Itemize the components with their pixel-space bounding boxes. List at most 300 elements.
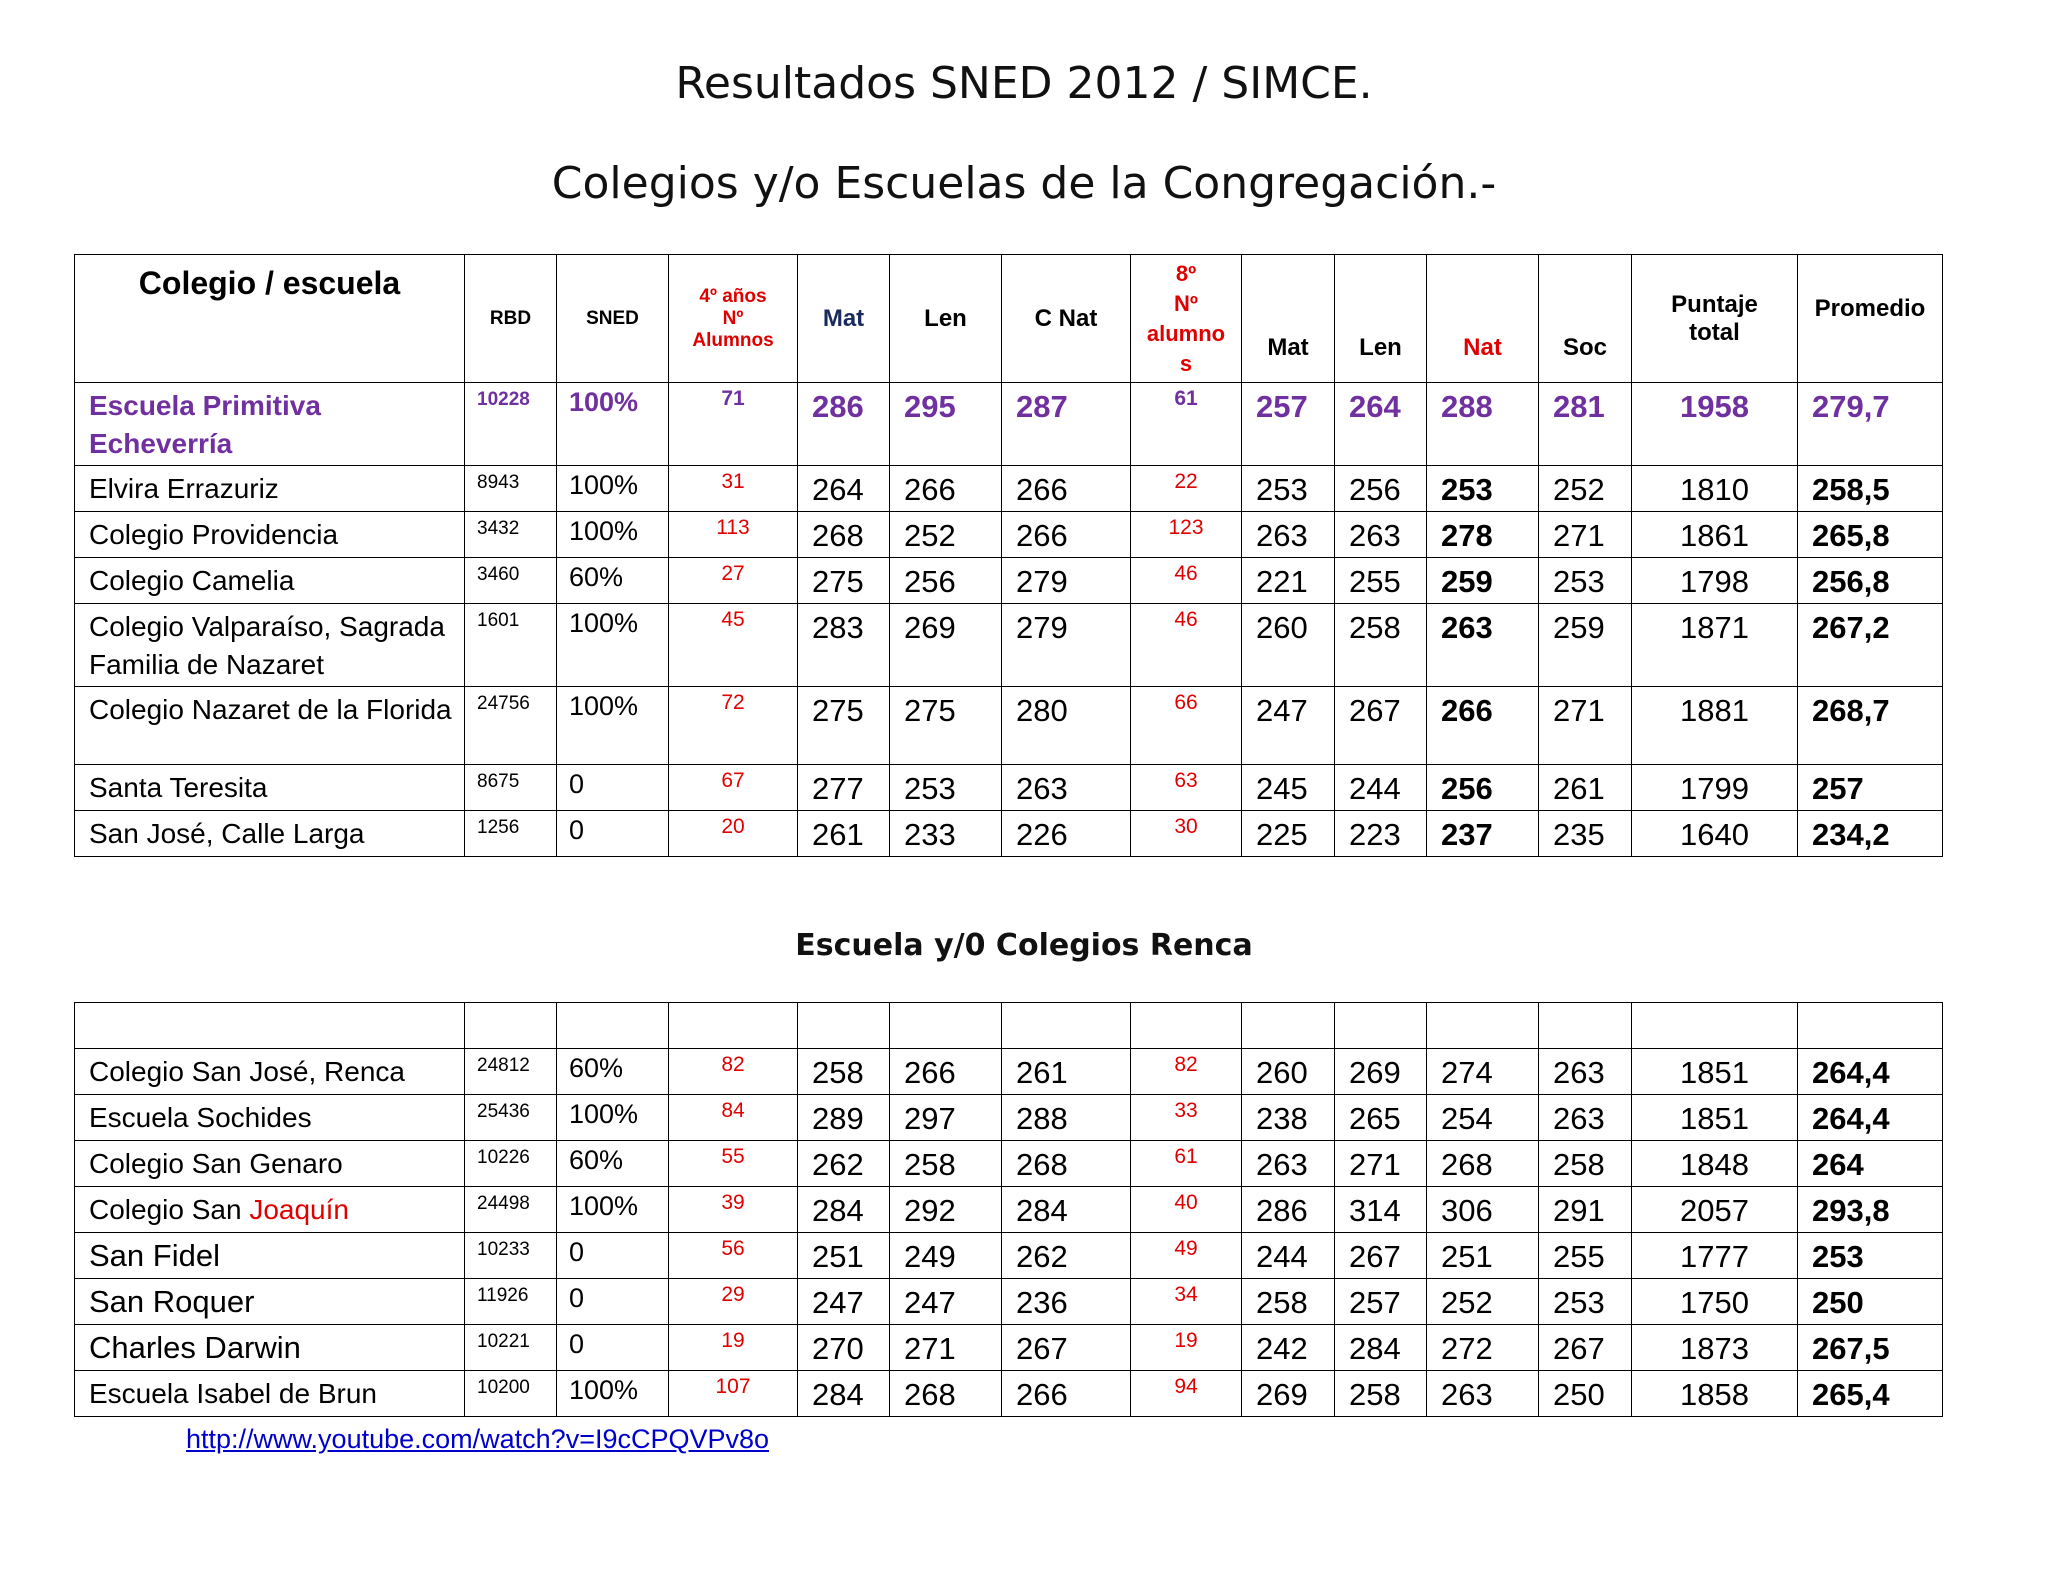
cnat-4th-cell: 284 bbox=[1002, 1187, 1131, 1233]
empty-cell bbox=[1131, 1003, 1242, 1049]
table-row bbox=[75, 512, 1943, 558]
mat-4th-cell: 264 bbox=[798, 466, 890, 512]
nat-8th-cell: 266 bbox=[1427, 687, 1539, 765]
total-cell: 1958 bbox=[1632, 383, 1798, 466]
soc-8th-cell: 263 bbox=[1539, 1049, 1632, 1095]
header-total bbox=[1632, 255, 1798, 383]
header-8th-count-line: Nº bbox=[1174, 290, 1198, 316]
mat-8th-cell: 242 bbox=[1242, 1325, 1335, 1371]
mat-4th-cell: 284 bbox=[798, 1187, 890, 1233]
empty-cell bbox=[1242, 1003, 1335, 1049]
count-4th-cell: 55 bbox=[669, 1141, 798, 1187]
count-4th-cell: 72 bbox=[669, 687, 798, 765]
soc-8th-cell: 235 bbox=[1539, 811, 1632, 857]
empty-cell bbox=[1798, 1003, 1943, 1049]
header-8th-count bbox=[1131, 255, 1242, 383]
school-name: Charles Darwin bbox=[89, 1330, 301, 1365]
sned-cell: 100% bbox=[557, 466, 669, 512]
sned-cell: 100% bbox=[557, 383, 669, 466]
mat-8th-cell: 260 bbox=[1242, 1049, 1335, 1095]
len-8th-cell: 258 bbox=[1335, 1371, 1427, 1417]
cnat-4th-cell: 263 bbox=[1002, 765, 1131, 811]
total-cell: 1798 bbox=[1632, 558, 1798, 604]
soc-8th-cell: 250 bbox=[1539, 1371, 1632, 1417]
promedio-cell: 256,8 bbox=[1798, 558, 1943, 604]
cnat-4th-cell: 279 bbox=[1002, 558, 1131, 604]
soc-8th-cell: 253 bbox=[1539, 1279, 1632, 1325]
header-8th-count-line: alumno bbox=[1146, 320, 1226, 346]
total-cell: 1777 bbox=[1632, 1233, 1798, 1279]
school-name: Colegio Providencia bbox=[89, 519, 339, 550]
count-8th-cell: 22 bbox=[1131, 466, 1242, 512]
mat-4th-cell: 268 bbox=[798, 512, 890, 558]
cnat-4th-cell: 280 bbox=[1002, 687, 1131, 765]
rbd-cell: 10226 bbox=[465, 1141, 557, 1187]
school-name-cell bbox=[75, 1095, 465, 1141]
school-name: Colegio Nazaret de la Florida bbox=[89, 694, 452, 725]
header-8th-count-line: 8º bbox=[1175, 260, 1197, 286]
sned-cell: 0 bbox=[557, 1233, 669, 1279]
sned-cell: 100% bbox=[557, 1095, 669, 1141]
school-name: Santa Teresita bbox=[89, 772, 268, 803]
total-cell: 1861 bbox=[1632, 512, 1798, 558]
school-name-cell bbox=[75, 383, 465, 466]
school-name-cell bbox=[75, 687, 465, 765]
total-cell: 1873 bbox=[1632, 1325, 1798, 1371]
rbd-cell: 8675 bbox=[465, 765, 557, 811]
len-8th-cell: 314 bbox=[1335, 1187, 1427, 1233]
count-4th-cell: 113 bbox=[669, 512, 798, 558]
mat-4th-cell: 270 bbox=[798, 1325, 890, 1371]
empty-cell bbox=[798, 1003, 890, 1049]
mat-4th-cell: 258 bbox=[798, 1049, 890, 1095]
table-row bbox=[75, 811, 1943, 857]
school-name-highlight: Joaquín bbox=[249, 1194, 349, 1225]
mat-8th-cell: 225 bbox=[1242, 811, 1335, 857]
table-row bbox=[75, 1049, 1943, 1095]
count-8th-cell: 40 bbox=[1131, 1187, 1242, 1233]
promedio-cell: 264,4 bbox=[1798, 1095, 1943, 1141]
mat-8th-cell: 258 bbox=[1242, 1279, 1335, 1325]
mat-8th-cell: 286 bbox=[1242, 1187, 1335, 1233]
empty-cell bbox=[1632, 1003, 1798, 1049]
total-cell: 2057 bbox=[1632, 1187, 1798, 1233]
rbd-cell: 8943 bbox=[465, 466, 557, 512]
count-4th-cell: 82 bbox=[669, 1049, 798, 1095]
nat-8th-cell: 237 bbox=[1427, 811, 1539, 857]
rbd-cell: 10233 bbox=[465, 1233, 557, 1279]
mat-4th-cell: 286 bbox=[798, 383, 890, 466]
count-8th-cell: 61 bbox=[1131, 1141, 1242, 1187]
promedio-cell: 253 bbox=[1798, 1233, 1943, 1279]
header-sned: SNED bbox=[557, 255, 669, 383]
rbd-cell: 10228 bbox=[465, 383, 557, 466]
soc-8th-cell: 281 bbox=[1539, 383, 1632, 466]
empty-cell bbox=[557, 1003, 669, 1049]
count-8th-cell: 123 bbox=[1131, 512, 1242, 558]
header-len-4th: Len bbox=[890, 255, 1002, 383]
soc-8th-cell: 267 bbox=[1539, 1325, 1632, 1371]
len-4th-cell: 252 bbox=[890, 512, 1002, 558]
soc-8th-cell: 252 bbox=[1539, 466, 1632, 512]
promedio-cell: 257 bbox=[1798, 765, 1943, 811]
table-row bbox=[75, 558, 1943, 604]
header-total-line: total bbox=[1689, 318, 1740, 346]
count-8th-cell: 33 bbox=[1131, 1095, 1242, 1141]
len-4th-cell: 256 bbox=[890, 558, 1002, 604]
mat-4th-cell: 262 bbox=[798, 1141, 890, 1187]
school-name-cell bbox=[75, 1279, 465, 1325]
mat-8th-cell: 244 bbox=[1242, 1233, 1335, 1279]
cnat-4th-cell: 287 bbox=[1002, 383, 1131, 466]
mat-8th-cell: 263 bbox=[1242, 1141, 1335, 1187]
soc-8th-cell: 255 bbox=[1539, 1233, 1632, 1279]
total-cell: 1851 bbox=[1632, 1095, 1798, 1141]
total-cell: 1810 bbox=[1632, 466, 1798, 512]
cnat-4th-cell: 288 bbox=[1002, 1095, 1131, 1141]
empty-cell bbox=[890, 1003, 1002, 1049]
count-8th-cell: 49 bbox=[1131, 1233, 1242, 1279]
count-8th-cell: 82 bbox=[1131, 1049, 1242, 1095]
table-row bbox=[75, 1371, 1943, 1417]
count-8th-cell: 34 bbox=[1131, 1279, 1242, 1325]
cnat-4th-cell: 266 bbox=[1002, 466, 1131, 512]
count-8th-cell: 19 bbox=[1131, 1325, 1242, 1371]
len-4th-cell: 247 bbox=[890, 1279, 1002, 1325]
mat-8th-cell: 269 bbox=[1242, 1371, 1335, 1417]
school-name: Colegio Camelia bbox=[89, 565, 295, 596]
count-4th-cell: 67 bbox=[669, 765, 798, 811]
nat-8th-cell: 256 bbox=[1427, 765, 1539, 811]
table-row bbox=[75, 1095, 1943, 1141]
len-4th-cell: 266 bbox=[890, 466, 1002, 512]
len-4th-cell: 268 bbox=[890, 1371, 1002, 1417]
promedio-cell: 258,5 bbox=[1798, 466, 1943, 512]
school-name-cell bbox=[75, 512, 465, 558]
school-name: San Roquer bbox=[89, 1284, 255, 1319]
count-4th-cell: 71 bbox=[669, 383, 798, 466]
nat-8th-cell: 288 bbox=[1427, 383, 1539, 466]
sned-cell: 100% bbox=[557, 1371, 669, 1417]
count-4th-cell: 107 bbox=[669, 1371, 798, 1417]
count-8th-cell: 61 bbox=[1131, 383, 1242, 466]
count-4th-cell: 56 bbox=[669, 1233, 798, 1279]
empty-cell bbox=[465, 1003, 557, 1049]
nat-8th-cell: 272 bbox=[1427, 1325, 1539, 1371]
soc-8th-cell: 259 bbox=[1539, 604, 1632, 687]
header-soc-8th: Soc bbox=[1539, 255, 1632, 383]
sned-cell: 100% bbox=[557, 604, 669, 687]
len-8th-cell: 271 bbox=[1335, 1141, 1427, 1187]
len-4th-cell: 297 bbox=[890, 1095, 1002, 1141]
school-name-cell bbox=[75, 1141, 465, 1187]
nat-8th-cell: 263 bbox=[1427, 1371, 1539, 1417]
count-4th-cell: 27 bbox=[669, 558, 798, 604]
count-8th-cell: 30 bbox=[1131, 811, 1242, 857]
rbd-cell: 1256 bbox=[465, 811, 557, 857]
len-8th-cell: 223 bbox=[1335, 811, 1427, 857]
empty-cell bbox=[1539, 1003, 1632, 1049]
table-row bbox=[75, 1187, 1943, 1233]
mat-4th-cell: 283 bbox=[798, 604, 890, 687]
mat-8th-cell: 253 bbox=[1242, 466, 1335, 512]
len-8th-cell: 284 bbox=[1335, 1325, 1427, 1371]
len-8th-cell: 244 bbox=[1335, 765, 1427, 811]
nat-8th-cell: 274 bbox=[1427, 1049, 1539, 1095]
table-row bbox=[75, 604, 1943, 687]
count-8th-cell: 94 bbox=[1131, 1371, 1242, 1417]
promedio-cell: 265,8 bbox=[1798, 512, 1943, 558]
nat-8th-cell: 254 bbox=[1427, 1095, 1539, 1141]
empty-cell bbox=[1002, 1003, 1131, 1049]
school-name-cell bbox=[75, 1325, 465, 1371]
header-mat-8th: Mat bbox=[1242, 255, 1335, 383]
rbd-cell: 24498 bbox=[465, 1187, 557, 1233]
sned-cell: 0 bbox=[557, 765, 669, 811]
count-4th-cell: 45 bbox=[669, 604, 798, 687]
school-name: Escuela Isabel de Brun bbox=[89, 1378, 377, 1409]
total-cell: 1848 bbox=[1632, 1141, 1798, 1187]
sned-cell: 60% bbox=[557, 558, 669, 604]
cnat-4th-cell: 266 bbox=[1002, 1371, 1131, 1417]
header-8th-count-line: s bbox=[1179, 350, 1193, 376]
mat-4th-cell: 275 bbox=[798, 558, 890, 604]
len-4th-cell: 275 bbox=[890, 687, 1002, 765]
congregation-results-table bbox=[74, 254, 1943, 857]
rbd-cell: 10200 bbox=[465, 1371, 557, 1417]
len-4th-cell: 292 bbox=[890, 1187, 1002, 1233]
rbd-cell: 3460 bbox=[465, 558, 557, 604]
len-4th-cell: 249 bbox=[890, 1233, 1002, 1279]
cnat-4th-cell: 266 bbox=[1002, 512, 1131, 558]
soc-8th-cell: 258 bbox=[1539, 1141, 1632, 1187]
school-name: San José, Calle Larga bbox=[89, 818, 365, 849]
soc-8th-cell: 261 bbox=[1539, 765, 1632, 811]
mat-4th-cell: 284 bbox=[798, 1371, 890, 1417]
cnat-4th-cell: 267 bbox=[1002, 1325, 1131, 1371]
soc-8th-cell: 271 bbox=[1539, 687, 1632, 765]
header-school: Colegio / escuela bbox=[75, 255, 465, 383]
total-cell: 1750 bbox=[1632, 1279, 1798, 1325]
table-row bbox=[75, 1233, 1943, 1279]
count-8th-cell: 66 bbox=[1131, 687, 1242, 765]
header-total-line: Puntaje bbox=[1671, 290, 1758, 318]
table-row bbox=[75, 765, 1943, 811]
promedio-cell: 250 bbox=[1798, 1279, 1943, 1325]
nat-8th-cell: 278 bbox=[1427, 512, 1539, 558]
sned-cell: 100% bbox=[557, 512, 669, 558]
school-name: Colegio San bbox=[89, 1194, 250, 1225]
promedio-cell: 293,8 bbox=[1798, 1187, 1943, 1233]
cnat-4th-cell: 226 bbox=[1002, 811, 1131, 857]
rbd-cell: 25436 bbox=[465, 1095, 557, 1141]
soc-8th-cell: 291 bbox=[1539, 1187, 1632, 1233]
count-8th-cell: 63 bbox=[1131, 765, 1242, 811]
total-cell: 1851 bbox=[1632, 1049, 1798, 1095]
mat-4th-cell: 289 bbox=[798, 1095, 890, 1141]
promedio-cell: 234,2 bbox=[1798, 811, 1943, 857]
promedio-cell: 264 bbox=[1798, 1141, 1943, 1187]
len-8th-cell: 269 bbox=[1335, 1049, 1427, 1095]
header-4th-count-line: Nº bbox=[722, 307, 744, 329]
school-name-cell bbox=[75, 765, 465, 811]
header-nat-8th: Nat bbox=[1427, 255, 1539, 383]
soc-8th-cell: 271 bbox=[1539, 512, 1632, 558]
school-name-cell bbox=[75, 1049, 465, 1095]
len-8th-cell: 255 bbox=[1335, 558, 1427, 604]
len-8th-cell: 267 bbox=[1335, 687, 1427, 765]
rbd-cell: 1601 bbox=[465, 604, 557, 687]
len-4th-cell: 233 bbox=[890, 811, 1002, 857]
total-cell: 1799 bbox=[1632, 765, 1798, 811]
header-len-8th: Len bbox=[1335, 255, 1427, 383]
empty-cell bbox=[1335, 1003, 1427, 1049]
mat-4th-cell: 275 bbox=[798, 687, 890, 765]
header-promedio: Promedio bbox=[1798, 255, 1943, 383]
len-4th-cell: 269 bbox=[890, 604, 1002, 687]
header-rbd: RBD bbox=[465, 255, 557, 383]
table-row bbox=[75, 1279, 1943, 1325]
count-4th-cell: 29 bbox=[669, 1279, 798, 1325]
count-8th-cell: 46 bbox=[1131, 604, 1242, 687]
table-row bbox=[75, 383, 1943, 466]
len-4th-cell: 266 bbox=[890, 1049, 1002, 1095]
nat-8th-cell: 259 bbox=[1427, 558, 1539, 604]
school-name-cell bbox=[75, 1233, 465, 1279]
count-4th-cell: 20 bbox=[669, 811, 798, 857]
school-name: Colegio San Genaro bbox=[89, 1148, 343, 1179]
header-4th-count bbox=[669, 255, 798, 383]
len-8th-cell: 257 bbox=[1335, 1279, 1427, 1325]
sned-cell: 60% bbox=[557, 1141, 669, 1187]
header-4th-count-line: Alumnos bbox=[692, 329, 774, 351]
sned-cell: 0 bbox=[557, 811, 669, 857]
page-title: Resultados SNED 2012 / SIMCE. bbox=[675, 58, 1373, 109]
school-name-cell bbox=[75, 1371, 465, 1417]
renca-results-table bbox=[74, 1002, 1943, 1417]
rbd-cell: 24812 bbox=[465, 1049, 557, 1095]
len-8th-cell: 265 bbox=[1335, 1095, 1427, 1141]
school-name-cell bbox=[75, 811, 465, 857]
cnat-4th-cell: 261 bbox=[1002, 1049, 1131, 1095]
mat-8th-cell: 257 bbox=[1242, 383, 1335, 466]
mat-4th-cell: 251 bbox=[798, 1233, 890, 1279]
total-cell: 1640 bbox=[1632, 811, 1798, 857]
mat-4th-cell: 261 bbox=[798, 811, 890, 857]
soc-8th-cell: 263 bbox=[1539, 1095, 1632, 1141]
count-4th-cell: 31 bbox=[669, 466, 798, 512]
school-name-cell bbox=[75, 558, 465, 604]
table-row bbox=[75, 1325, 1943, 1371]
header-mat-4th: Mat bbox=[798, 255, 890, 383]
promedio-cell: 264,4 bbox=[1798, 1049, 1943, 1095]
promedio-cell: 268,7 bbox=[1798, 687, 1943, 765]
soc-8th-cell: 253 bbox=[1539, 558, 1632, 604]
nat-8th-cell: 253 bbox=[1427, 466, 1539, 512]
len-8th-cell: 258 bbox=[1335, 604, 1427, 687]
len-8th-cell: 264 bbox=[1335, 383, 1427, 466]
cnat-4th-cell: 262 bbox=[1002, 1233, 1131, 1279]
mat-4th-cell: 247 bbox=[798, 1279, 890, 1325]
promedio-cell: 279,7 bbox=[1798, 383, 1943, 466]
promedio-cell: 267,2 bbox=[1798, 604, 1943, 687]
school-name: Escuela Primitiva Echeverría bbox=[89, 390, 321, 459]
nat-8th-cell: 251 bbox=[1427, 1233, 1539, 1279]
promedio-cell: 267,5 bbox=[1798, 1325, 1943, 1371]
len-4th-cell: 271 bbox=[890, 1325, 1002, 1371]
sned-cell: 60% bbox=[557, 1049, 669, 1095]
youtube-link[interactable]: http://www.youtube.com/watch?v=I9cCPQVPv8o bbox=[186, 1424, 770, 1454]
school-name: Escuela Sochides bbox=[89, 1102, 312, 1133]
len-8th-cell: 263 bbox=[1335, 512, 1427, 558]
len-8th-cell: 267 bbox=[1335, 1233, 1427, 1279]
mat-8th-cell: 263 bbox=[1242, 512, 1335, 558]
school-name: San Fidel bbox=[89, 1238, 220, 1273]
empty-cell bbox=[75, 1003, 465, 1049]
header-cnat-4th: C Nat bbox=[1002, 255, 1131, 383]
school-name-cell bbox=[75, 1187, 465, 1233]
len-4th-cell: 295 bbox=[890, 383, 1002, 466]
count-4th-cell: 19 bbox=[669, 1325, 798, 1371]
rbd-cell: 3432 bbox=[465, 512, 557, 558]
len-4th-cell: 253 bbox=[890, 765, 1002, 811]
mat-8th-cell: 247 bbox=[1242, 687, 1335, 765]
len-4th-cell: 258 bbox=[890, 1141, 1002, 1187]
school-name: Elvira Errazuriz bbox=[89, 473, 279, 504]
promedio-cell: 265,4 bbox=[1798, 1371, 1943, 1417]
mat-8th-cell: 245 bbox=[1242, 765, 1335, 811]
cnat-4th-cell: 236 bbox=[1002, 1279, 1131, 1325]
table-row bbox=[75, 466, 1943, 512]
school-name: Colegio San José, Renca bbox=[89, 1056, 405, 1087]
mat-4th-cell: 277 bbox=[798, 765, 890, 811]
count-4th-cell: 84 bbox=[669, 1095, 798, 1141]
header-4th-count-line: 4º años bbox=[699, 285, 767, 307]
mat-8th-cell: 260 bbox=[1242, 604, 1335, 687]
nat-8th-cell: 306 bbox=[1427, 1187, 1539, 1233]
count-8th-cell: 46 bbox=[1131, 558, 1242, 604]
sned-cell: 100% bbox=[557, 687, 669, 765]
table-header-row bbox=[75, 255, 1943, 383]
page-subtitle: Colegios y/o Escuelas de la Congregación.- bbox=[551, 158, 1497, 209]
rbd-cell: 10221 bbox=[465, 1325, 557, 1371]
cnat-4th-cell: 268 bbox=[1002, 1141, 1131, 1187]
nat-8th-cell: 263 bbox=[1427, 604, 1539, 687]
table-row bbox=[75, 1141, 1943, 1187]
total-cell: 1858 bbox=[1632, 1371, 1798, 1417]
school-name-cell bbox=[75, 466, 465, 512]
total-cell: 1881 bbox=[1632, 687, 1798, 765]
sned-cell: 0 bbox=[557, 1325, 669, 1371]
empty-cell bbox=[1427, 1003, 1539, 1049]
mat-8th-cell: 221 bbox=[1242, 558, 1335, 604]
table-row bbox=[75, 687, 1943, 765]
rbd-cell: 11926 bbox=[465, 1279, 557, 1325]
len-8th-cell: 256 bbox=[1335, 466, 1427, 512]
total-cell: 1871 bbox=[1632, 604, 1798, 687]
empty-header-row bbox=[75, 1003, 1943, 1049]
count-4th-cell: 39 bbox=[669, 1187, 798, 1233]
section-title-renca: Escuela y/0 Colegios Renca bbox=[795, 928, 1253, 963]
nat-8th-cell: 252 bbox=[1427, 1279, 1539, 1325]
empty-cell bbox=[669, 1003, 798, 1049]
rbd-cell: 24756 bbox=[465, 687, 557, 765]
nat-8th-cell: 268 bbox=[1427, 1141, 1539, 1187]
sned-cell: 100% bbox=[557, 1187, 669, 1233]
cnat-4th-cell: 279 bbox=[1002, 604, 1131, 687]
school-name-cell bbox=[75, 604, 465, 687]
school-name: Colegio Valparaíso, Sagrada Familia de Nazaret bbox=[89, 611, 445, 680]
